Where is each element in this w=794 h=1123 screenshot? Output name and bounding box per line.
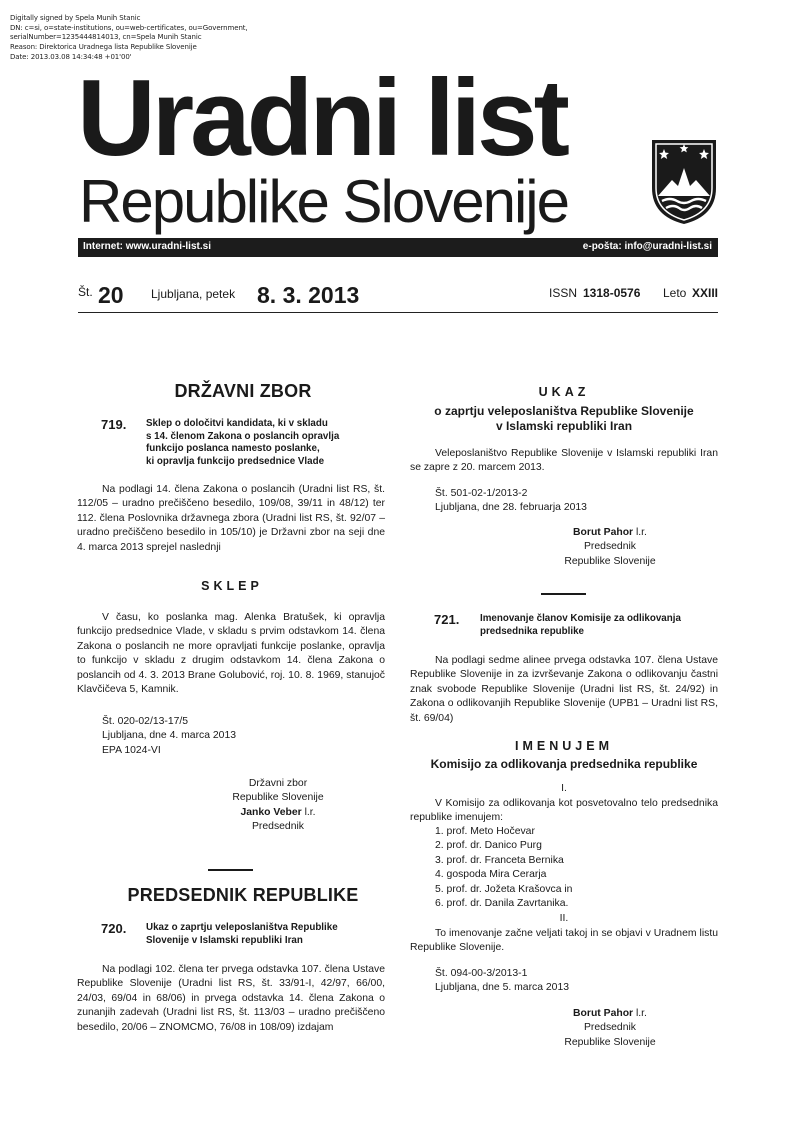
ukaz-subtitle-line: v Islamski republiki Iran [495,419,633,433]
signature-line: serialNumber=1235444814013, cn=Spela Munih Stanic [10,33,202,42]
masthead-title: Uradni list [77,57,566,179]
article-title-line: Ukaz o zaprtju veleposlaništva Republike [146,922,338,933]
signature-org: Republike Slovenije [232,792,324,804]
article-720-preamble [77,963,385,1035]
article-719-body [77,611,385,697]
leto-label: Leto [663,286,687,300]
article-719-preamble [77,483,385,555]
article-title-721 [480,613,720,638]
signature-org: Državni zbor [248,778,308,789]
article-719-reference [102,715,362,758]
list-item: 2. prof. dr. Danico Purg [435,840,542,852]
article-721-signature [530,1007,690,1050]
reference-date: Ljubljana, dne 5. marca 2013 [435,982,570,994]
issn-value: 1318-0576 [583,286,641,300]
section-divider [541,593,586,595]
ukaz-signature [530,526,690,569]
signature-line: Date: 2013.03.08 14:34:48 +01'00' [10,52,132,61]
signatory-lr: l.r. [633,1008,647,1019]
article-number-720: 720. [101,921,127,936]
ukaz-body [410,447,718,476]
section-heading-predsednik-republike: PREDSEDNIK REPUBLIKE [127,885,359,905]
list-item: 6. prof. dr. Danila Zavrtanika. [435,898,569,910]
article-number-721: 721. [434,612,460,627]
paragraph: V času, ko poslanka mag. Alenka Bratušek, ki opravlja funkcijo predsednice Vlade, v skladu s prvim odstavkom 14. člena Zakona o poslancih ne more opravljati funkcije poslanke, opravlja to funkcijo v skladu z drugim odstavkom 14. člena Zakona o poslancih od 4. 3. 2013 Brane Golubović, roj. 10. 8. 1969, stanujoč Klavčičeva 5, Kamnik. [77,612,385,696]
members-list [435,825,695,911]
leto-value: XXIII [692,286,719,300]
issn-label: ISSN [549,286,578,300]
article-title-line: s 14. členom Zakona o poslancih opravlja [146,430,340,442]
digital-signature [10,14,248,63]
article-721-preamble [410,654,718,726]
issue-st-label: Št. [78,285,93,299]
signatory-title: Predsednik [252,821,304,833]
article-721-effect [410,927,718,956]
imenujem-intro [410,797,718,826]
article-title-720 [146,922,386,947]
article-title-line: ki opravlja funkcijo predsednice Vlade [146,455,325,467]
website-link[interactable]: Internet: www.uradni-list.si [83,241,211,252]
heading-sklep: SKLEP [201,579,263,593]
article-title-line: Sklep o določitvi kandidata, ki v skladu [146,418,328,429]
article-title-719 [146,418,386,468]
signatory-name: Borut Pahor [573,527,634,538]
masthead-subtitle: Republike Slovenije [79,168,568,235]
issue-date: 8. 3. 2013 [257,282,360,308]
article-title-line: Slovenije v Islamski republiki Iran [146,934,303,946]
ukaz-reference [435,487,695,516]
signatory-name: Janko Veber [240,806,302,818]
reference-epa: EPA 1024-VI [102,744,161,756]
signatory-lr: l.r. [301,806,316,818]
heading-imenujem: IMENUJEM [515,739,613,753]
paragraph: V Komisijo za odlikovanja kot posvetovalno telo predsednika republike imenujem: [410,798,718,824]
roman-numeral-i: I. [561,783,567,794]
signatory-org: Republike Slovenije [564,555,656,567]
section-heading-drzavni-zbor: DRŽAVNI ZBOR [174,381,312,401]
signature-line: Reason: Direktorica Uradnega lista Republike Slovenije [10,43,197,52]
signatory-lr: l.r. [633,527,647,538]
reference-number: Št. 020-02/13-17/5 [102,716,189,727]
ukaz-subtitle-line: o zaprtju veleposlaništva Republike Slovenije [434,404,694,418]
signature-line: DN: c=si, o=state-institutions, ou=web-certificates, ou=Government, [10,23,248,32]
reference-date: Ljubljana, dne 28. februarja 2013 [435,502,587,514]
reference-date: Ljubljana, dne 4. marca 2013 [102,730,237,742]
paragraph: Veleposlaništvo Republike Slovenije v Islamski republiki Iran se zapre z 20. marcem 2013. [410,448,718,474]
list-item: 4. gospoda Mira Cerarja [435,869,547,881]
signature-line: Digitally signed by Spela Munih Stanic [10,14,141,22]
masthead-bar [78,238,718,257]
article-719-signature [198,777,358,835]
article-721-reference [435,967,695,996]
issue-line [78,280,718,313]
list-item: 1. prof. Meto Hočevar [435,826,535,837]
paragraph: Na podlagi 102. člena ter prvega odstavka 107. člena Ustave Republike Slovenije (Uradni list RS, št. 33/91-I, 42/97, 66/00, 24/03, 69/04 in 68/06) in prvega odstavka 14. člena Zakona o zunanjih zadevah (Uradni list RS, št. 113/03 – uradno prečiščeno besedilo, 20/06 – ZNOMCMO, 76/08 in 108/09) izdajam [77,964,385,1033]
ukaz-subtitle [410,404,718,434]
issue-place-day: Ljubljana, petek [151,287,236,301]
heading-ukaz: UKAZ [538,385,590,399]
coat-of-arms-icon [650,138,718,226]
section-divider [208,869,253,871]
list-item: 5. prof. dr. Jožeta Krašovca in [435,883,573,895]
email-link[interactable]: e-pošta: info@uradni-list.si [582,241,712,252]
article-title-line: Imenovanje članov Komisije za odlikovanja [480,613,681,624]
paragraph: Na podlagi 14. člena Zakona o poslancih (Uradni list RS, št. 112/05 – uradno prečiščeno besedilo, 109/08, 39/11 in 48/12) ter 112. člena Poslovnika državnega zbora (Uradni list RS, št. 92/07 – uradno prečiščeno besedilo in 105/10) je Državni zbor na seji dne 4. marca 2013 sprejel naslednji [77,484,385,553]
signatory-name: Borut Pahor [573,1008,634,1019]
list-item: 3. prof. dr. Franceta Bernika [435,854,564,866]
article-title-line: funkcijo poslanca namesto poslanke, [146,443,320,454]
roman-numeral-ii: II. [559,913,569,924]
paragraph: Na podlagi sedme alinee prvega odstavka 107. člena Ustave Republike Slovenije in za izvrševanje Zakona o odlikovanju častni znak svobode Republike Slovenije (Uradni list RS, št. 24/92) in Zakona o odlikovanjih Republike Slovenije (UPB1 – Uradni list RS, št. 69/04) [410,655,718,724]
article-title-line: predsednika republike [480,625,584,637]
imenujem-subtitle: Komisijo za odlikovanja predsednika republike [430,757,698,771]
paragraph: To imenovanje začne veljati takoj in se objavi v Uradnem listu Republike Slovenije. [410,928,718,954]
article-number-719: 719. [101,417,127,432]
reference-number: Št. 094-00-3/2013-1 [435,968,528,979]
signatory-org: Republike Slovenije [564,1036,656,1048]
reference-number: Št. 501-02-1/2013-2 [435,488,528,499]
signatory-title: Predsednik [584,541,636,553]
signatory-title: Predsednik [584,1022,636,1034]
issue-number: 20 [98,282,124,308]
